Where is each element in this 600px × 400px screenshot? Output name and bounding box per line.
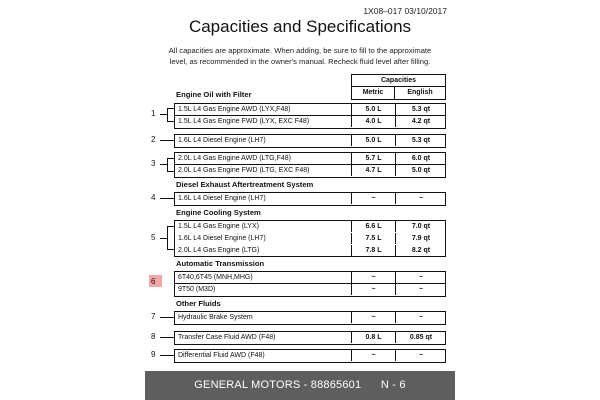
- row-name: 1.5L L4 Gas Engine (LYX): [178, 223, 259, 230]
- row-english: 6.0 qt: [395, 153, 446, 164]
- row-english: ~: [395, 272, 446, 283]
- leader-line: [160, 140, 174, 141]
- callout-number: 9: [151, 350, 156, 359]
- row-name: 9T50 (M3D): [178, 286, 216, 293]
- callout-6: [151, 277, 155, 287]
- leader-line: [160, 164, 167, 165]
- callout-number: 4: [151, 193, 156, 202]
- table-row: [175, 164, 445, 176]
- transfer-case-box: [174, 331, 446, 345]
- row-name: Transfer Case Fluid AWD (F48): [178, 334, 276, 341]
- row-english: 7.0 qt: [395, 221, 446, 232]
- callout-5: [151, 233, 155, 243]
- intro-text: [145, 45, 455, 67]
- row-name: 1.6L L4 Diesel Engine (LH7): [178, 137, 266, 144]
- row-name: Differential Fluid AWD (F48): [178, 352, 265, 359]
- document-id: 1X08–017 03/10/2017: [363, 6, 447, 16]
- leader-line: [160, 198, 174, 199]
- leader-line: [160, 317, 174, 318]
- row-metric: 6.6 L: [351, 221, 395, 232]
- row-english: 4.2 qt: [395, 116, 446, 127]
- callout-9: [151, 350, 155, 360]
- brake-box: [174, 311, 446, 325]
- row-english: 5.3 qt: [395, 135, 446, 146]
- table-row: [175, 272, 445, 283]
- bracket-5: [167, 226, 174, 250]
- row-metric: 7.8 L: [351, 245, 395, 256]
- row-name: 2.0L L4 Gas Engine AWD (LTG,F48): [178, 155, 291, 162]
- english-header: English: [394, 86, 446, 100]
- auto-trans-box: [174, 271, 446, 297]
- leader-line: [160, 355, 174, 356]
- callout-4: [151, 193, 155, 203]
- row-metric: 5.0 L: [351, 135, 395, 146]
- engine-oil-box-1: [174, 103, 446, 129]
- callout-8: [151, 332, 155, 342]
- table-row: [175, 153, 445, 164]
- table-row: [175, 104, 445, 115]
- row-name: Hydraulic Brake System: [178, 314, 253, 321]
- callout-7: [151, 312, 155, 322]
- callout-2: [151, 135, 155, 145]
- row-metric: ~: [351, 193, 395, 204]
- row-metric: 0.8 L: [351, 332, 395, 343]
- row-name: 6T40,6T45 (MNH,MHG): [178, 274, 253, 281]
- metric-header: Metric: [351, 86, 395, 100]
- table-row: [175, 193, 445, 204]
- capacities-header: Capacities: [351, 74, 446, 86]
- intro-line-2: level, as recommended in the owner's manual. Recheck fluid level after filling.: [169, 57, 431, 66]
- callout-number: 2: [151, 135, 156, 144]
- bracket-3: [167, 158, 174, 172]
- callout-number: 8: [151, 332, 156, 341]
- callout-number: 1: [151, 109, 156, 118]
- engine-cooling-box: [174, 220, 446, 257]
- row-metric: 4.0 L: [351, 116, 395, 127]
- engine-oil-box-3: [174, 152, 446, 178]
- page-footer: GENERAL MOTORS - 88865601 N - 6: [145, 371, 455, 400]
- row-english: ~: [395, 350, 446, 361]
- row-english: 0.85 qt: [395, 332, 446, 343]
- row-name: 1.5L L4 Gas Engine AWD (LYX,F48): [178, 106, 291, 113]
- differential-box: [174, 349, 446, 363]
- callout-1: [151, 109, 155, 119]
- row-metric: ~: [351, 350, 395, 361]
- table-row: [175, 221, 445, 232]
- row-name: 2.0L L4 Gas Engine FWD (LTG, EXC F48): [178, 167, 310, 174]
- bracket-1: [167, 108, 174, 122]
- section-engine-cooling: Engine Cooling System: [176, 208, 261, 217]
- callout-number: 5: [151, 233, 156, 242]
- table-row: [175, 332, 445, 343]
- table-row: [175, 245, 445, 256]
- section-auto-trans: Automatic Transmission: [176, 259, 265, 268]
- table-row: [175, 350, 445, 361]
- row-english: ~: [395, 312, 446, 323]
- document-page: [145, 0, 455, 400]
- table-row: [175, 135, 445, 146]
- callout-number: 6: [151, 277, 156, 286]
- row-metric: ~: [351, 284, 395, 295]
- callout-3: [151, 159, 155, 169]
- table-row: [175, 312, 445, 323]
- row-english: 8.2 qt: [395, 245, 446, 256]
- row-english: 7.9 qt: [395, 233, 446, 244]
- section-other-fluids: Other Fluids: [176, 299, 221, 308]
- table-row: [175, 233, 445, 244]
- row-name: 1.6L L4 Diesel Engine (LH7): [178, 235, 266, 242]
- row-metric: ~: [351, 272, 395, 283]
- row-english: 5.0 qt: [395, 165, 446, 176]
- row-metric: ~: [351, 312, 395, 323]
- table-row: [175, 115, 445, 127]
- row-name: 1.5L L4 Gas Engine FWD (LYX, EXC F48): [178, 118, 310, 125]
- intro-line-1: All capacities are approximate. When adding, be sure to fill to the approximate: [168, 46, 432, 55]
- leader-line: [160, 337, 174, 338]
- callout-number: 3: [151, 159, 156, 168]
- page-title: Capacities and Specifications: [188, 17, 412, 36]
- row-english: ~: [395, 284, 446, 295]
- section-engine-oil: Engine Oil with Filter: [176, 90, 252, 99]
- engine-oil-box-2: [174, 134, 446, 148]
- row-metric: 4.7 L: [351, 165, 395, 176]
- row-name: 2.0L L4 Gas Engine (LTG): [178, 247, 260, 254]
- diesel-exhaust-box: [174, 192, 446, 206]
- leader-line: [160, 238, 167, 239]
- section-diesel-exhaust: Diesel Exhaust Aftertreatment System: [176, 180, 314, 189]
- row-name: 1.6L L4 Diesel Engine (LH7): [178, 195, 266, 202]
- callout-number: 7: [151, 312, 156, 321]
- row-metric: 7.5 L: [351, 233, 395, 244]
- row-metric: 5.0 L: [351, 104, 395, 115]
- row-english: 5.3 qt: [395, 104, 446, 115]
- row-english: ~: [395, 193, 446, 204]
- leader-line: [160, 114, 167, 115]
- row-metric: 5.7 L: [351, 153, 395, 164]
- table-row: [175, 283, 445, 295]
